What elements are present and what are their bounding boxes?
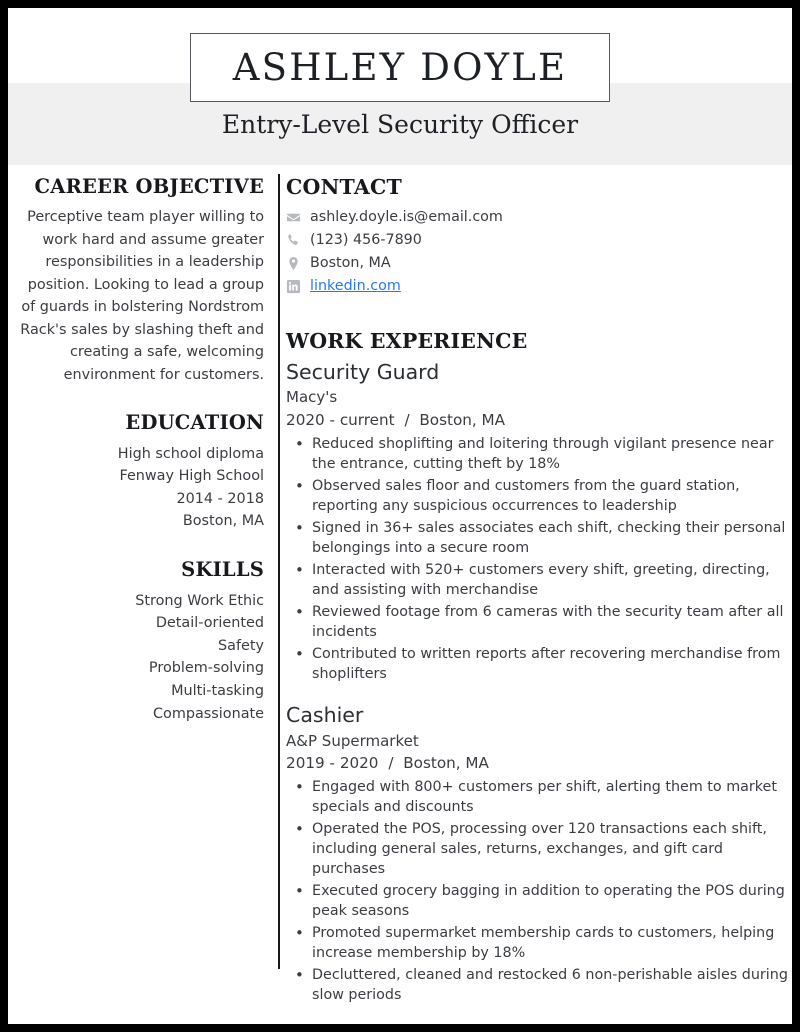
resume-sheet <box>8 8 792 1024</box>
education-location: Boston, MA <box>182 513 265 530</box>
job-bullet: • Operated the POS, processing over 120 transactions each shift, including general sales, returns, exchanges, and gift card purchases <box>286 820 792 879</box>
job-bullet: • Engaged with 800+ customers per shift, alerting them to market specials and discounts <box>286 778 792 817</box>
career-objective-text: Perceptive team player willing to work hard and assume greater responsibilities in a leadership position. Looking to lead a group of guards in bolstering Nordstrom Rack's sales by slashing theft and creating a safe, welcoming environment for customers. <box>20 209 265 383</box>
contact-linkedin-row[interactable] <box>286 275 792 298</box>
skill-item: Safety <box>217 637 265 654</box>
job-meta <box>286 753 792 775</box>
contact-email-row <box>286 206 792 229</box>
column-divider <box>278 174 280 969</box>
job-company: A&P Supermarket <box>286 731 419 750</box>
left-column <box>8 176 264 725</box>
job-location: Boston, MA <box>403 753 489 772</box>
job-title: Cashier <box>286 703 364 728</box>
name-box <box>190 33 610 102</box>
job-bullet: • Interacted with 520+ customers every shift, greeting, directing, and assisting with merchandise <box>286 561 792 600</box>
job-dates: 2019 - 2020 <box>286 753 379 772</box>
contact-location-text: Boston, MA <box>310 255 391 272</box>
linkedin-icon <box>286 279 301 294</box>
career-objective-heading: CAREER OBJECTIVE <box>34 175 265 198</box>
job-bullet-list <box>286 435 792 684</box>
education-heading: EDUCATION <box>125 411 265 435</box>
job-bullet: • Promoted supermarket membership cards to customers, helping increase membership by 18% <box>286 924 792 963</box>
location-pin-icon <box>286 256 301 271</box>
education-section <box>18 412 264 533</box>
phone-icon <box>286 233 301 248</box>
contact-phone-row <box>286 229 792 252</box>
education-dates: 2014 - 2018 <box>176 490 265 507</box>
education-degree: High school diploma <box>117 445 265 462</box>
job-entry <box>286 702 792 1005</box>
resume-header <box>8 8 792 166</box>
job-meta-separator: / <box>388 753 394 772</box>
skills-list <box>18 590 264 726</box>
job-entry <box>286 359 792 684</box>
skill-item: Strong Work Ethic <box>135 592 265 609</box>
skill-item: Multi-tasking <box>171 682 265 699</box>
contact-heading: CONTACT <box>286 175 402 199</box>
job-dates: 2020 - current <box>286 410 395 429</box>
contact-linkedin-link[interactable]: linkedin.com <box>310 278 401 295</box>
education-school: Fenway High School <box>119 468 265 485</box>
contact-section <box>286 176 792 298</box>
job-bullet: • Reviewed footage from 6 cameras with the security team after all incidents <box>286 603 792 642</box>
skills-heading: SKILLS <box>181 558 265 582</box>
envelope-icon <box>286 210 301 225</box>
job-location: Boston, MA <box>419 410 506 429</box>
skill-item: Detail-oriented <box>155 615 265 632</box>
job-meta-separator: / <box>404 410 410 429</box>
right-column <box>286 176 792 1008</box>
job-bullet: • Decluttered, cleaned and restocked 6 non-perishable aisles during slow periods <box>286 966 792 1005</box>
skills-section <box>18 559 264 725</box>
skill-item: Compassionate <box>152 705 265 722</box>
work-experience-heading: WORK EXPERIENCE <box>286 328 528 353</box>
job-bullet: • Executed grocery bagging in addition to operating the POS during peak seasons <box>286 882 792 921</box>
job-title: Security Guard <box>286 360 440 385</box>
work-experience-section <box>286 330 792 1006</box>
job-bullet: • Signed in 36+ sales associates each shift, checking their personal belongings into a secure room <box>286 519 792 558</box>
contact-list <box>286 206 792 298</box>
resume-body <box>8 166 792 1008</box>
job-bullet-list <box>286 778 792 1005</box>
contact-phone-text: (123) 456-7890 <box>310 232 422 249</box>
contact-location-row <box>286 252 792 275</box>
job-meta <box>286 410 792 432</box>
candidate-name: ASHLEY DOYLE <box>232 46 568 89</box>
contact-email-text: ashley.doyle.is@email.com <box>310 209 503 226</box>
candidate-job-title: Entry-Level Security Officer <box>221 110 579 139</box>
skill-item: Problem-solving <box>148 660 265 677</box>
job-company: Macy's <box>286 388 338 407</box>
job-bullet: • Observed sales floor and customers from the guard station, reporting any suspicious occurrences to leadership <box>286 477 792 516</box>
job-bullet: • Contributed to written reports after recovering merchandise from shoplifters <box>286 645 792 684</box>
job-bullet: • Reduced shoplifting and loitering through vigilant presence near the entrance, cutting theft by 18% <box>286 435 792 474</box>
career-objective-section <box>18 176 264 386</box>
